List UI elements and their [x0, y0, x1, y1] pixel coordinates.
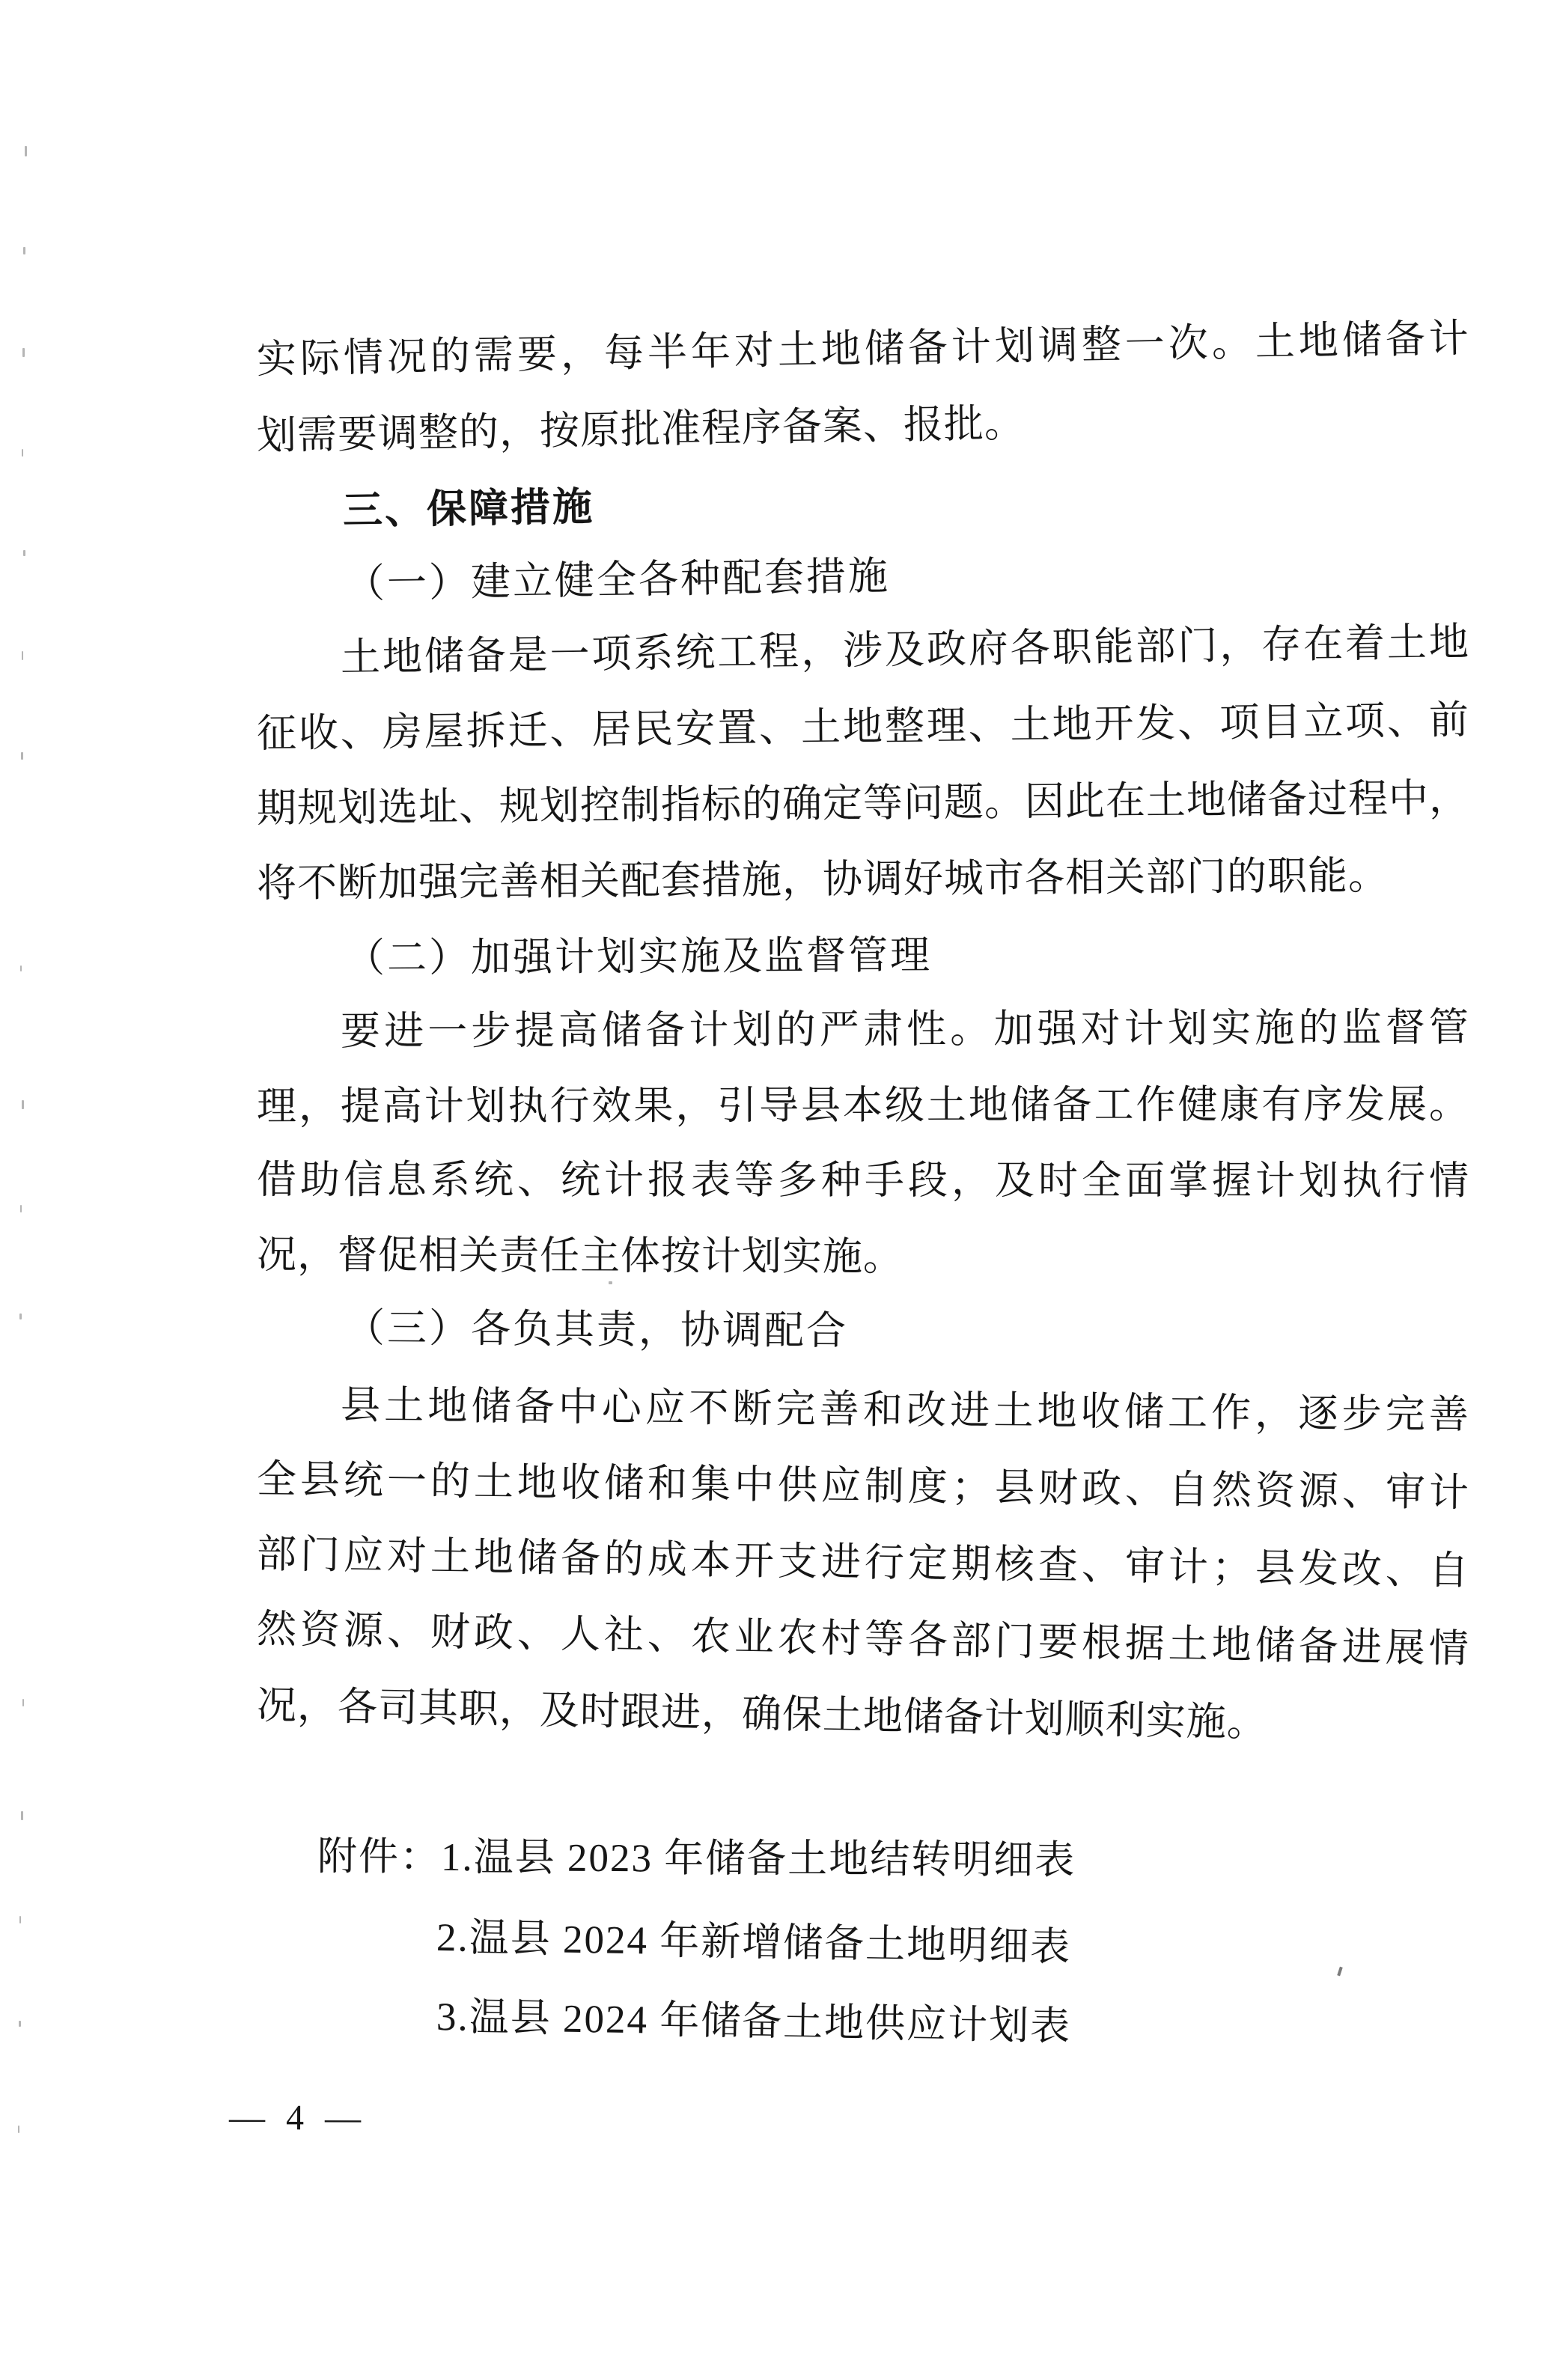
scan-speck	[22, 449, 23, 457]
scan-speck	[19, 2021, 21, 2027]
attachment-item: 2.温县 2024 年新增储备土地明细表	[436, 1916, 1072, 1970]
scan-speck	[25, 146, 27, 156]
section-heading: 三、保障措施	[342, 484, 595, 533]
text-line: 土地储备是一项系统工程，涉及政府各职能部门，存在着土地	[340, 620, 1470, 680]
scan-speck	[609, 1281, 612, 1284]
scan-speck	[22, 1699, 24, 1706]
text-line: 将不断加强完善相关配套措施，协调好城市各相关部门的职能。	[256, 854, 1389, 906]
subsection-heading: （三）各负其责，协调配合	[344, 1307, 849, 1354]
scan-speck	[18, 2126, 19, 2133]
attachment-item: 附件：1.温县 2023 年储备土地结转明细表	[317, 1835, 1076, 1883]
scan-speck	[22, 651, 23, 660]
scan-speck	[23, 550, 25, 556]
text-line: 部门应对土地储备的成本开支进行定期核查、审计；县发改、自	[256, 1533, 1470, 1593]
text-line: 然资源、财政、人社、农业农村等各部门要根据土地储备进展情	[256, 1608, 1470, 1671]
scan-speck	[19, 1916, 21, 1923]
text-line: 县土地储备中心应不断完善和改进土地收储工作，逐步完善	[340, 1383, 1470, 1438]
text-line: 理，提高计划执行效果，引导县本级土地储备工作健康有序发展。	[256, 1083, 1470, 1129]
text-line: 况，各司其职，及时跟进，确保土地储备计划顺利实施。	[256, 1684, 1268, 1745]
subsection-heading: （一）建立健全各种配套措施	[344, 555, 891, 606]
scan-speck	[1337, 1967, 1343, 1977]
scan-speck	[22, 348, 25, 357]
scan-speck	[19, 1313, 22, 1319]
scan-speck	[21, 752, 23, 760]
text-line: 借助信息系统、统计报表等多种手段，及时全面掌握计划执行情	[256, 1159, 1470, 1203]
text-line: 实际情况的需要，每半年对土地储备计划调整一次。土地储备计	[256, 317, 1470, 382]
subsection-heading: （二）加强计划实施及监督管理	[344, 933, 933, 980]
scan-speck	[22, 1100, 24, 1109]
text-line: 要进一步提高储备计划的严肃性。加强对计划实施的监督管	[340, 1006, 1470, 1054]
text-line: 征收、房屋拆迁、居民安置、土地整理、土地开发、项目立项、前	[256, 698, 1470, 756]
text-line: 况，督促相关责任主体按计划实施。	[256, 1233, 904, 1280]
text-line: 划需要调整的，按原批准程序备案、报批。	[256, 401, 1026, 458]
attachment-item: 3.温县 2024 年储备土地供应计划表	[436, 1995, 1072, 2049]
text-line: 全县统一的土地收储和集中供应制度；县财政、自然资源、审计	[256, 1458, 1470, 1516]
scan-speck	[21, 1811, 23, 1820]
scan-speck	[23, 247, 25, 254]
scan-speck	[20, 1205, 22, 1212]
page-number: — 4 —	[228, 2098, 368, 2138]
text-line: 期规划选址、规划控制指标的确定等问题。因此在土地储备过程中，	[256, 776, 1470, 831]
scan-speck	[20, 965, 22, 971]
